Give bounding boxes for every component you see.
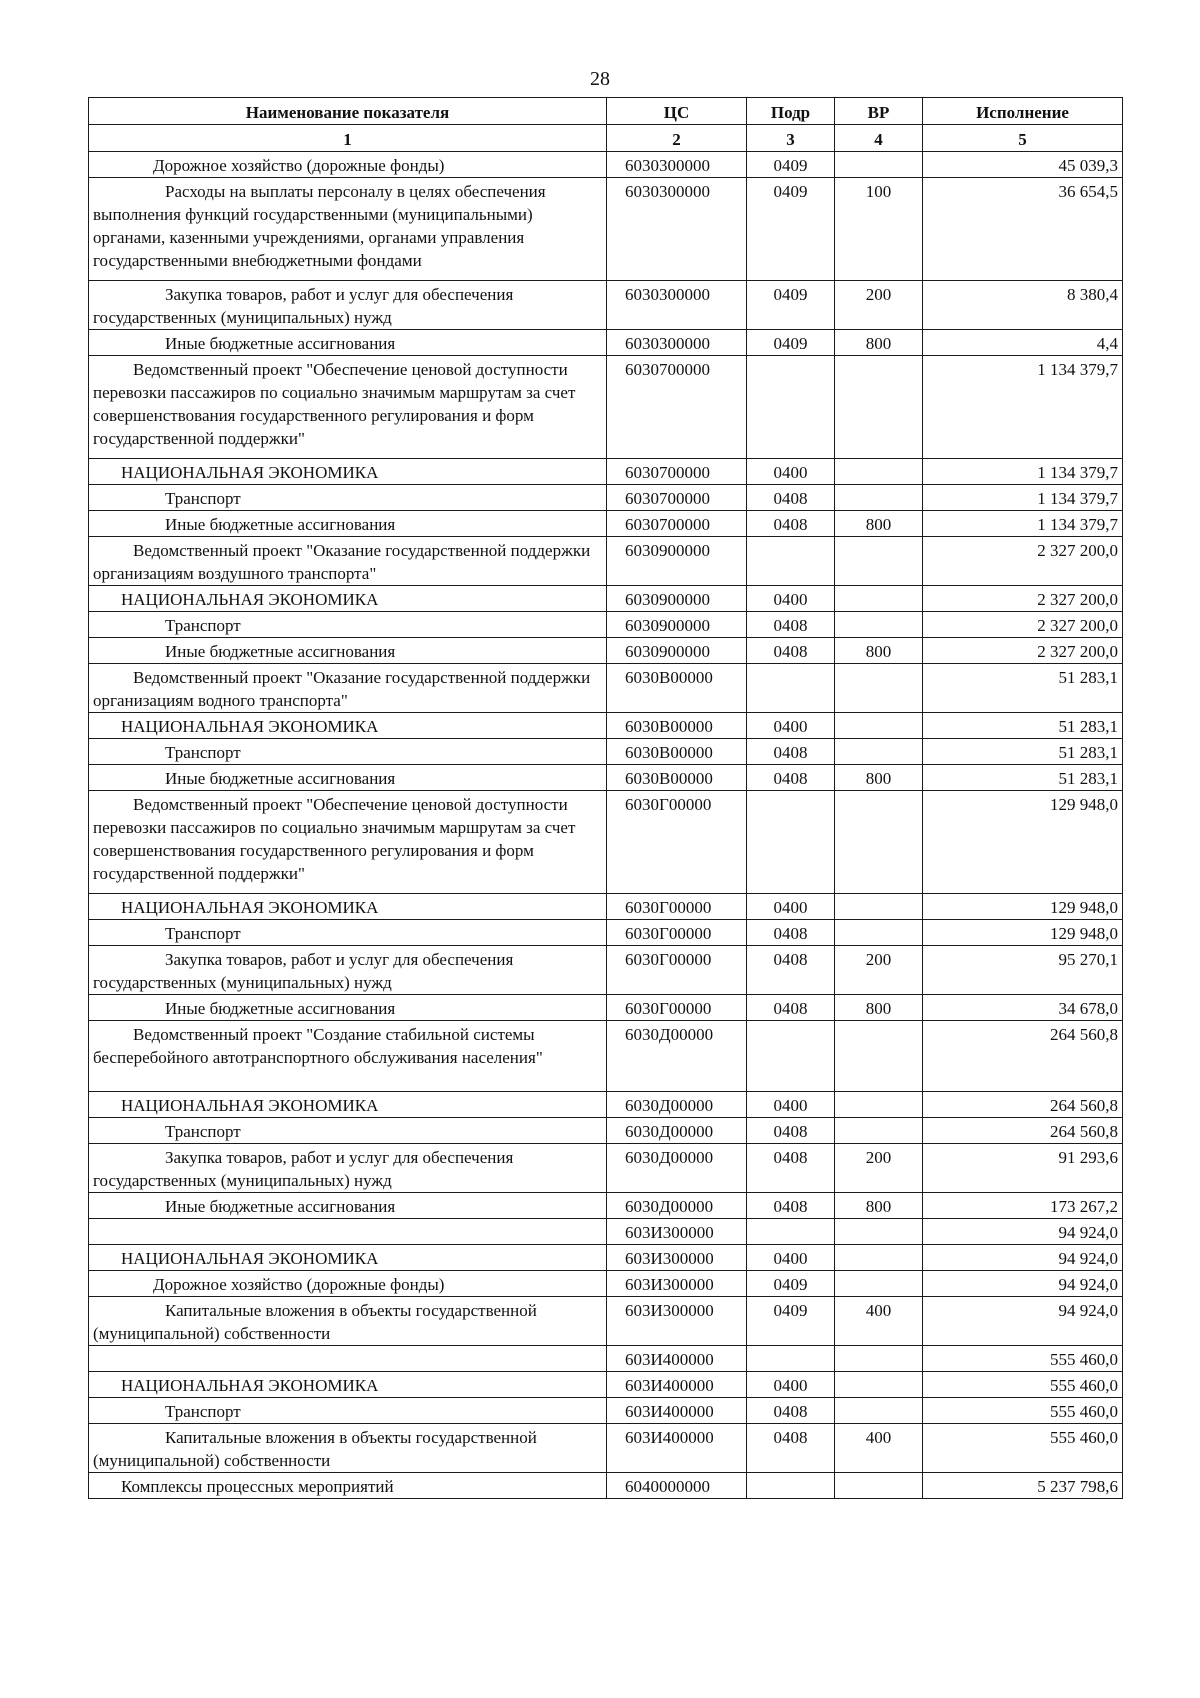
row-podr: 0408 xyxy=(747,1424,835,1473)
table-row xyxy=(89,638,1123,664)
row-value: 555 460,0 xyxy=(923,1398,1123,1424)
table-row xyxy=(89,713,1123,739)
row-podr: 0408 xyxy=(747,511,835,537)
row-vr xyxy=(835,791,923,894)
row-cs: 6030700000 xyxy=(607,511,747,537)
row-podr: 0408 xyxy=(747,1398,835,1424)
row-value: 51 283,1 xyxy=(923,739,1123,765)
row-vr: 400 xyxy=(835,1297,923,1346)
table-row xyxy=(89,281,1123,330)
row-vr xyxy=(835,713,923,739)
row-vr xyxy=(835,1092,923,1118)
column-number: 5 xyxy=(923,125,1123,152)
row-cs: 603И400000 xyxy=(607,1424,747,1473)
table-row xyxy=(89,330,1123,356)
table-row xyxy=(89,1118,1123,1144)
row-vr xyxy=(835,1219,923,1245)
row-podr: 0400 xyxy=(747,586,835,612)
row-podr: 0409 xyxy=(747,330,835,356)
row-cs: 603И300000 xyxy=(607,1219,747,1245)
row-vr xyxy=(835,1346,923,1372)
table-row xyxy=(89,1021,1123,1092)
row-cs: 6030Д00000 xyxy=(607,1021,747,1092)
table-row xyxy=(89,152,1123,178)
row-vr: 200 xyxy=(835,281,923,330)
row-name: Капитальные вложения в объекты государственной (муниципальной) собственности xyxy=(89,1424,607,1473)
row-cs: 6030900000 xyxy=(607,612,747,638)
table-row xyxy=(89,356,1123,459)
row-name: НАЦИОНАЛЬНАЯ ЭКОНОМИКА xyxy=(89,1245,607,1271)
header-name: Наименование показателя xyxy=(89,98,607,125)
row-name xyxy=(89,1346,607,1372)
table-row xyxy=(89,1346,1123,1372)
row-cs: 6030700000 xyxy=(607,485,747,511)
row-value: 1 134 379,7 xyxy=(923,459,1123,485)
row-name: НАЦИОНАЛЬНАЯ ЭКОНОМИКА xyxy=(89,1092,607,1118)
row-vr xyxy=(835,459,923,485)
row-podr: 0400 xyxy=(747,1372,835,1398)
table-row xyxy=(89,1245,1123,1271)
header-vr: ВР xyxy=(835,98,923,125)
row-cs: 6030700000 xyxy=(607,356,747,459)
row-podr: 0409 xyxy=(747,281,835,330)
budget-table xyxy=(88,97,1123,1499)
row-podr: 0408 xyxy=(747,995,835,1021)
row-podr: 0408 xyxy=(747,612,835,638)
row-podr: 0408 xyxy=(747,739,835,765)
row-vr: 400 xyxy=(835,1424,923,1473)
row-name: Ведомственный проект "Обеспечение ценовой доступности перевозки пассажиров по социально значимым маршрутам за счет совершенствования государственного регулирования и форм государственной поддержки" xyxy=(89,356,607,459)
row-vr xyxy=(835,356,923,459)
column-number-row xyxy=(89,125,1123,152)
row-name: Ведомственный проект "Обеспечение ценовой доступности перевозки пассажиров по социально значимым маршрутам за счет совершенствования государственного регулирования и форм государственной поддержки" xyxy=(89,791,607,894)
table-row xyxy=(89,1271,1123,1297)
row-name: Транспорт xyxy=(89,920,607,946)
row-value: 173 267,2 xyxy=(923,1193,1123,1219)
table-row xyxy=(89,920,1123,946)
table-row xyxy=(89,178,1123,281)
row-value: 95 270,1 xyxy=(923,946,1123,995)
row-value: 2 327 200,0 xyxy=(923,638,1123,664)
row-name: НАЦИОНАЛЬНАЯ ЭКОНОМИКА xyxy=(89,586,607,612)
row-value: 129 948,0 xyxy=(923,920,1123,946)
row-cs: 6030700000 xyxy=(607,459,747,485)
row-vr: 100 xyxy=(835,178,923,281)
row-vr xyxy=(835,1271,923,1297)
row-cs: 6030В00000 xyxy=(607,739,747,765)
header-row xyxy=(89,98,1123,125)
row-podr xyxy=(747,356,835,459)
row-podr xyxy=(747,791,835,894)
table-row xyxy=(89,1473,1123,1499)
row-value: 1 134 379,7 xyxy=(923,511,1123,537)
row-podr: 0409 xyxy=(747,178,835,281)
row-podr: 0408 xyxy=(747,485,835,511)
row-value: 1 134 379,7 xyxy=(923,356,1123,459)
row-name: Комплексы процессных мероприятий xyxy=(89,1473,607,1499)
table-row xyxy=(89,586,1123,612)
row-name: Иные бюджетные ассигнования xyxy=(89,995,607,1021)
row-name: Закупка товаров, работ и услуг для обеспечения государственных (муниципальных) нужд xyxy=(89,281,607,330)
row-podr: 0400 xyxy=(747,1092,835,1118)
row-value: 264 560,8 xyxy=(923,1021,1123,1092)
row-cs: 6030900000 xyxy=(607,537,747,586)
row-vr xyxy=(835,485,923,511)
row-podr xyxy=(747,537,835,586)
table-body xyxy=(89,152,1123,1499)
row-cs: 6030300000 xyxy=(607,330,747,356)
header-podr: Подр xyxy=(747,98,835,125)
row-name: НАЦИОНАЛЬНАЯ ЭКОНОМИКА xyxy=(89,1372,607,1398)
row-value: 555 460,0 xyxy=(923,1424,1123,1473)
row-vr: 200 xyxy=(835,1144,923,1193)
row-name: Ведомственный проект "Создание стабильной системы бесперебойного автотранспортного обслуживания населения" xyxy=(89,1021,607,1092)
table-row xyxy=(89,511,1123,537)
row-podr: 0400 xyxy=(747,1245,835,1271)
row-cs: 603И400000 xyxy=(607,1346,747,1372)
row-podr: 0408 xyxy=(747,1193,835,1219)
table-row xyxy=(89,537,1123,586)
table-row xyxy=(89,1297,1123,1346)
row-cs: 6030В00000 xyxy=(607,765,747,791)
row-cs: 6030300000 xyxy=(607,152,747,178)
row-podr xyxy=(747,1021,835,1092)
row-vr: 800 xyxy=(835,995,923,1021)
column-number: 4 xyxy=(835,125,923,152)
row-value: 94 924,0 xyxy=(923,1219,1123,1245)
row-podr: 0408 xyxy=(747,920,835,946)
row-value: 94 924,0 xyxy=(923,1297,1123,1346)
row-podr: 0408 xyxy=(747,1118,835,1144)
row-value: 2 327 200,0 xyxy=(923,586,1123,612)
header-cs: ЦС xyxy=(607,98,747,125)
table-row xyxy=(89,1144,1123,1193)
column-number: 2 xyxy=(607,125,747,152)
row-vr xyxy=(835,664,923,713)
row-value: 51 283,1 xyxy=(923,765,1123,791)
table-row xyxy=(89,1193,1123,1219)
row-cs: 6030Г00000 xyxy=(607,894,747,920)
row-name: Транспорт xyxy=(89,1118,607,1144)
column-number: 3 xyxy=(747,125,835,152)
row-name: Ведомственный проект "Оказание государственной поддержки организациям водного транспорта" xyxy=(89,664,607,713)
row-podr: 0408 xyxy=(747,638,835,664)
row-value: 51 283,1 xyxy=(923,713,1123,739)
row-vr xyxy=(835,152,923,178)
row-name: Иные бюджетные ассигнования xyxy=(89,511,607,537)
row-vr xyxy=(835,586,923,612)
row-vr: 200 xyxy=(835,946,923,995)
row-cs: 6030300000 xyxy=(607,281,747,330)
row-cs: 6030300000 xyxy=(607,178,747,281)
row-name: Транспорт xyxy=(89,612,607,638)
row-name: Ведомственный проект "Оказание государственной поддержки организациям воздушного транспорта" xyxy=(89,537,607,586)
row-value: 45 039,3 xyxy=(923,152,1123,178)
row-cs: 603И400000 xyxy=(607,1398,747,1424)
row-name: Дорожное хозяйство (дорожные фонды) xyxy=(89,152,607,178)
row-cs: 603И300000 xyxy=(607,1245,747,1271)
row-vr xyxy=(835,739,923,765)
row-vr xyxy=(835,612,923,638)
row-name: НАЦИОНАЛЬНАЯ ЭКОНОМИКА xyxy=(89,713,607,739)
table-row xyxy=(89,1372,1123,1398)
row-vr: 800 xyxy=(835,1193,923,1219)
row-value: 264 560,8 xyxy=(923,1092,1123,1118)
row-name: Транспорт xyxy=(89,1398,607,1424)
table-row xyxy=(89,894,1123,920)
row-cs: 6030Г00000 xyxy=(607,995,747,1021)
row-cs: 6030Г00000 xyxy=(607,946,747,995)
row-value: 36 654,5 xyxy=(923,178,1123,281)
row-vr: 800 xyxy=(835,765,923,791)
table-row xyxy=(89,1092,1123,1118)
row-vr xyxy=(835,894,923,920)
row-name: Закупка товаров, работ и услуг для обеспечения государственных (муниципальных) нужд xyxy=(89,946,607,995)
table-row xyxy=(89,791,1123,894)
row-name: Иные бюджетные ассигнования xyxy=(89,638,607,664)
table-row xyxy=(89,946,1123,995)
row-vr xyxy=(835,920,923,946)
column-number: 1 xyxy=(89,125,607,152)
row-name: Капитальные вложения в объекты государственной (муниципальной) собственности xyxy=(89,1297,607,1346)
row-value: 555 460,0 xyxy=(923,1372,1123,1398)
row-cs: 6030В00000 xyxy=(607,713,747,739)
table-row xyxy=(89,739,1123,765)
row-podr: 0409 xyxy=(747,1297,835,1346)
row-podr xyxy=(747,1473,835,1499)
row-cs: 6040000000 xyxy=(607,1473,747,1499)
row-vr xyxy=(835,1372,923,1398)
row-value: 555 460,0 xyxy=(923,1346,1123,1372)
table-row xyxy=(89,664,1123,713)
row-value: 129 948,0 xyxy=(923,894,1123,920)
table-row xyxy=(89,995,1123,1021)
row-name: Иные бюджетные ассигнования xyxy=(89,330,607,356)
table-row xyxy=(89,459,1123,485)
row-podr: 0408 xyxy=(747,946,835,995)
row-name: Дорожное хозяйство (дорожные фонды) xyxy=(89,1271,607,1297)
row-vr: 800 xyxy=(835,330,923,356)
row-value: 94 924,0 xyxy=(923,1245,1123,1271)
header-value: Исполнение xyxy=(923,98,1123,125)
row-name xyxy=(89,1219,607,1245)
row-value: 8 380,4 xyxy=(923,281,1123,330)
row-value: 1 134 379,7 xyxy=(923,485,1123,511)
row-value: 5 237 798,6 xyxy=(923,1473,1123,1499)
row-vr: 800 xyxy=(835,638,923,664)
row-cs: 6030В00000 xyxy=(607,664,747,713)
row-podr: 0400 xyxy=(747,459,835,485)
row-name: Закупка товаров, работ и услуг для обеспечения государственных (муниципальных) нужд xyxy=(89,1144,607,1193)
row-value: 2 327 200,0 xyxy=(923,537,1123,586)
row-cs: 6030900000 xyxy=(607,586,747,612)
table-row xyxy=(89,765,1123,791)
row-podr: 0408 xyxy=(747,1144,835,1193)
row-name: НАЦИОНАЛЬНАЯ ЭКОНОМИКА xyxy=(89,894,607,920)
row-vr xyxy=(835,1021,923,1092)
row-name: Транспорт xyxy=(89,485,607,511)
row-vr xyxy=(835,1398,923,1424)
row-cs: 603И300000 xyxy=(607,1297,747,1346)
table-row xyxy=(89,1424,1123,1473)
row-cs: 6030Г00000 xyxy=(607,791,747,894)
row-cs: 6030Д00000 xyxy=(607,1144,747,1193)
table-row xyxy=(89,612,1123,638)
row-cs: 6030Д00000 xyxy=(607,1193,747,1219)
row-vr xyxy=(835,1473,923,1499)
row-podr xyxy=(747,1346,835,1372)
row-value: 4,4 xyxy=(923,330,1123,356)
row-cs: 6030900000 xyxy=(607,638,747,664)
row-value: 264 560,8 xyxy=(923,1118,1123,1144)
row-vr xyxy=(835,537,923,586)
row-vr xyxy=(835,1245,923,1271)
row-podr: 0400 xyxy=(747,713,835,739)
row-cs: 603И400000 xyxy=(607,1372,747,1398)
row-podr xyxy=(747,1219,835,1245)
row-value: 34 678,0 xyxy=(923,995,1123,1021)
row-cs: 6030Д00000 xyxy=(607,1118,747,1144)
row-cs: 603И300000 xyxy=(607,1271,747,1297)
row-name: Иные бюджетные ассигнования xyxy=(89,765,607,791)
row-value: 91 293,6 xyxy=(923,1144,1123,1193)
row-cs: 6030Г00000 xyxy=(607,920,747,946)
row-podr: 0409 xyxy=(747,152,835,178)
row-podr xyxy=(747,664,835,713)
row-name: Транспорт xyxy=(89,739,607,765)
row-value: 129 948,0 xyxy=(923,791,1123,894)
row-value: 2 327 200,0 xyxy=(923,612,1123,638)
row-vr: 800 xyxy=(835,511,923,537)
row-podr: 0400 xyxy=(747,894,835,920)
row-name: Расходы на выплаты персоналу в целях обеспечения выполнения функций государственными (муниципальными) органами, казенными учреждениями, органами управления государственными внебюджетными фондами xyxy=(89,178,607,281)
row-cs: 6030Д00000 xyxy=(607,1092,747,1118)
table-row xyxy=(89,485,1123,511)
table-row xyxy=(89,1219,1123,1245)
page-number: 28 xyxy=(590,68,610,90)
row-podr: 0409 xyxy=(747,1271,835,1297)
row-name: НАЦИОНАЛЬНАЯ ЭКОНОМИКА xyxy=(89,459,607,485)
row-name: Иные бюджетные ассигнования xyxy=(89,1193,607,1219)
row-vr xyxy=(835,1118,923,1144)
row-value: 51 283,1 xyxy=(923,664,1123,713)
row-value: 94 924,0 xyxy=(923,1271,1123,1297)
row-podr: 0408 xyxy=(747,765,835,791)
table-row xyxy=(89,1398,1123,1424)
